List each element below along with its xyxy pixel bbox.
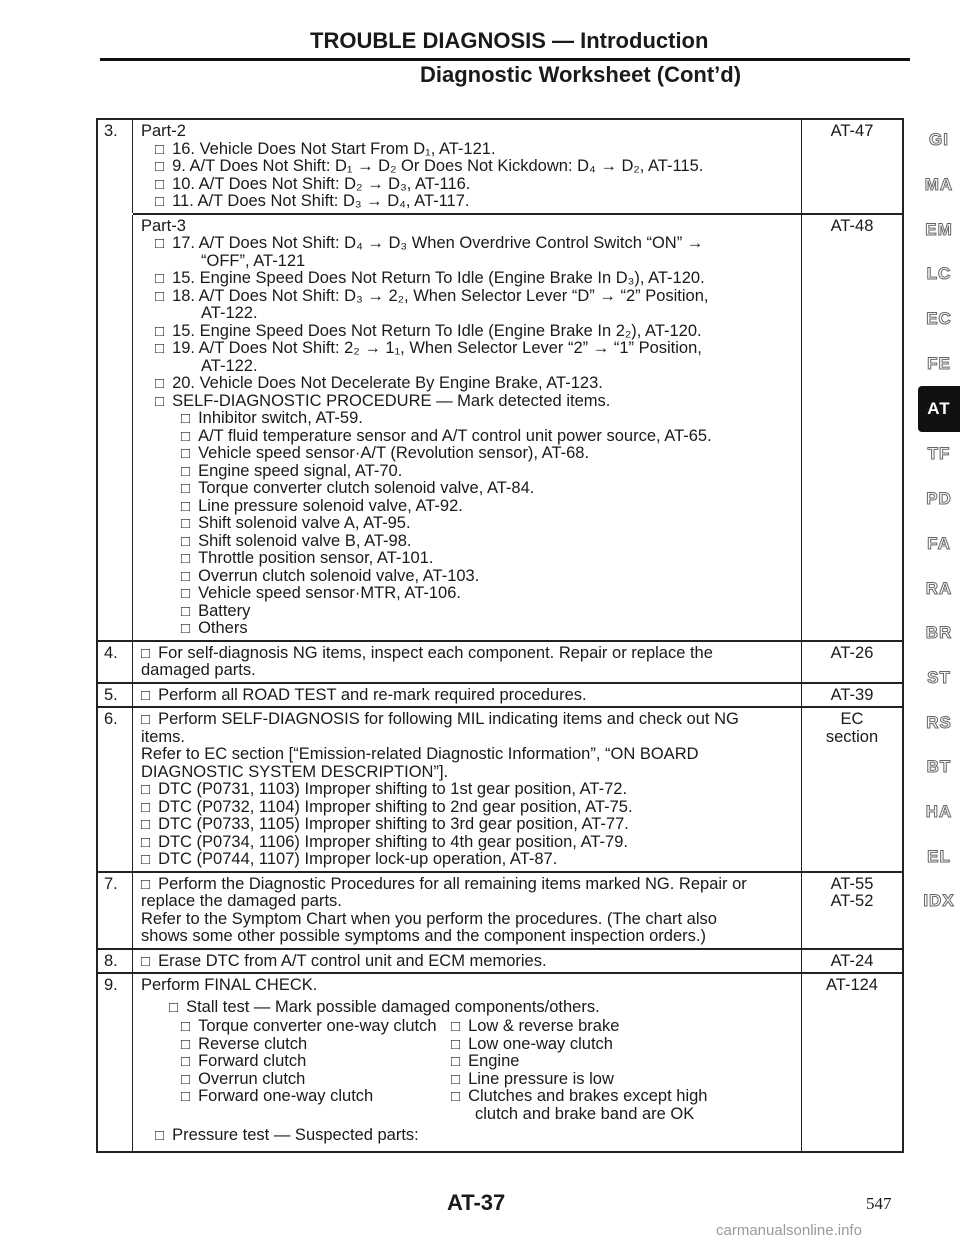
checkbox-item: □ Forward clutch	[141, 1053, 451, 1071]
checkbox-item: □ 16. Vehicle Does Not Start From D₁, AT-121.	[141, 141, 795, 159]
text-line: items.	[141, 727, 186, 746]
row-number: 7.	[98, 873, 133, 948]
checkbox-item: □ Low one-way clutch	[451, 1036, 795, 1054]
checkbox-item: □ Shift solenoid valve B, AT-98.	[141, 533, 795, 551]
checkbox-item: □ 17. A/T Does Not Shift: D₄ → D₃ When Overdrive Control Switch “ON” →	[141, 235, 795, 253]
text-line: damaged parts.	[141, 661, 256, 679]
section-tab-st[interactable]: ST	[927, 667, 951, 687]
checkbox-item: □ Perform all ROAD TEST and re-mark required procedures.	[141, 687, 795, 705]
section-tab-pd[interactable]: PD	[926, 489, 952, 509]
worksheet-row	[98, 120, 902, 213]
reference-cell	[802, 215, 902, 640]
section-tab-ma[interactable]: MA	[924, 175, 954, 195]
diagnostic-worksheet-table	[96, 118, 904, 1153]
section-tab-at[interactable]: AT	[918, 386, 960, 432]
section-tab-tf[interactable]: TF	[927, 444, 951, 464]
section-tab-em[interactable]: EM	[925, 219, 953, 239]
text-line: clutch and brake band are OK	[475, 1104, 695, 1123]
checkbox-item: □ 20. Vehicle Does Not Decelerate By Engine Brake, AT-123.	[141, 375, 795, 393]
checkbox-item: □ DTC (P0732, 1104) Improper shifting to 2nd gear position, AT-75.	[141, 799, 795, 817]
reference-cell	[802, 684, 902, 707]
worksheet-row	[98, 948, 902, 973]
reference-page: EC	[840, 710, 864, 728]
checkbox-item: □ Inhibitor switch, AT-59.	[141, 410, 795, 428]
reference-page: AT-55	[830, 874, 874, 893]
checkbox-item: □ Stall test — Mark possible damaged components/others.	[155, 999, 795, 1017]
row-number: 8.	[98, 950, 133, 973]
component-column-left	[141, 1018, 451, 1123]
text-line: Perform FINAL CHECK.	[141, 976, 318, 994]
section-tab-el[interactable]: EL	[927, 846, 951, 866]
row-number	[98, 215, 133, 640]
row-number: 5.	[98, 684, 133, 707]
section-tab-ra[interactable]: RA	[925, 578, 953, 598]
page-number: 547	[866, 1194, 892, 1213]
stall-test-components	[141, 1018, 795, 1123]
reference-cell	[802, 708, 902, 871]
row-content	[133, 873, 802, 948]
checkbox-item: □ 15. Engine Speed Does Not Return To Idle (Engine Brake In 2₂), AT-120.	[141, 323, 795, 341]
row-number: 6.	[98, 708, 133, 871]
row-number: 9.	[98, 974, 133, 1151]
component-column-right	[451, 1018, 795, 1123]
header-rule	[100, 58, 910, 61]
row-number: 3.	[98, 120, 133, 213]
row-content	[133, 708, 802, 871]
text-line: shows some other possible symptoms and the component inspection orders.)	[141, 927, 706, 945]
text-line: Refer to EC section [“Emission-related Diagnostic Information”, “ON BOARD	[141, 745, 699, 763]
section-tab-fa[interactable]: FA	[927, 533, 951, 553]
checkbox-item: □ DTC (P0734, 1106) Improper shifting to 4th gear position, AT-79.	[141, 834, 795, 852]
text-line: Part-2	[141, 122, 186, 140]
row-content	[133, 120, 802, 213]
reference-page: AT-52	[830, 892, 874, 910]
row-content	[133, 684, 802, 707]
reference-page: AT-48	[830, 216, 874, 235]
checkbox-item: □ 10. A/T Does Not Shift: D₂ → D₃, AT-116.	[141, 176, 795, 194]
checkbox-item: □ Throttle position sensor, AT-101.	[141, 550, 795, 568]
watermark: carmanualsonline.info	[716, 1222, 862, 1239]
section-tabs	[918, 118, 960, 924]
row-content	[133, 642, 802, 682]
checkbox-item: □ 9. A/T Does Not Shift: D₁ → D₂ Or Does Not Kickdown: D₄ → D₂, AT-115.	[141, 158, 795, 176]
checkbox-item: □ Line pressure is low	[451, 1071, 795, 1089]
checkbox-item: □ Clutches and brakes except high	[451, 1088, 795, 1106]
worksheet-row	[98, 640, 902, 682]
section-tab-gi[interactable]: GI	[929, 130, 949, 150]
checkbox-item: □ Perform SELF-DIAGNOSIS for following MIL indicating items and check out NG	[141, 711, 795, 729]
checkbox-item: □ Line pressure solenoid valve, AT-92.	[141, 498, 795, 516]
text-line: replace the damaged parts.	[141, 892, 342, 910]
section-tab-br[interactable]: BR	[925, 623, 953, 643]
text-line: Refer to the Symptom Chart when you perform the procedures. (The chart also	[141, 909, 717, 928]
checkbox-item: □ Forward one-way clutch	[141, 1088, 451, 1106]
checkbox-item: □ Battery	[141, 603, 795, 621]
reference-cell	[802, 873, 902, 948]
section-tab-fe[interactable]: FE	[927, 353, 951, 373]
checkbox-item: □ Vehicle speed sensor·MTR, AT-106.	[141, 585, 795, 603]
section-tab-idx[interactable]: IDX	[923, 891, 955, 911]
reference-page: AT-47	[830, 122, 874, 140]
text-line: AT-122.	[201, 304, 258, 322]
text-line: DIAGNOSTIC SYSTEM DESCRIPTION”].	[141, 762, 449, 781]
checkbox-item: □ Torque converter clutch solenoid valve, AT-84.	[141, 480, 795, 498]
checkbox-item: □ Torque converter one-way clutch	[141, 1018, 451, 1036]
checkbox-item: □ DTC (P0731, 1103) Improper shifting to 1st gear position, AT-72.	[141, 781, 795, 799]
worksheet-row	[98, 213, 902, 640]
checkbox-item: □ 18. A/T Does Not Shift: D₃ → 2₂, When Selector Lever “D” → “2” Position,	[141, 288, 795, 306]
checkbox-item: □ 15. Engine Speed Does Not Return To Idle (Engine Brake In D₃), AT-120.	[141, 270, 795, 288]
checkbox-item: □ Pressure test — Suspected parts:	[155, 1127, 795, 1145]
section-tab-ec[interactable]: EC	[926, 309, 952, 329]
section-tab-bt[interactable]: BT	[926, 757, 952, 777]
reference-page: AT-124	[826, 976, 878, 994]
reference-cell	[802, 974, 902, 1151]
checkbox-item: □ Engine	[451, 1053, 795, 1071]
worksheet-row	[98, 706, 902, 871]
checkbox-item: □ SELF-DIAGNOSTIC PROCEDURE — Mark detected items.	[141, 393, 795, 411]
reference-cell	[802, 120, 902, 213]
worksheet-row	[98, 682, 902, 707]
text-line: Part-3	[141, 216, 186, 235]
page-code: AT-37	[447, 1190, 506, 1215]
checkbox-item: □ Low & reverse brake	[451, 1018, 795, 1036]
checkbox-item: □ For self-diagnosis NG items, inspect each component. Repair or replace the	[141, 645, 795, 663]
page-title: TROUBLE DIAGNOSIS — Introduction	[310, 28, 709, 53]
reference-cell	[802, 950, 902, 973]
checkbox-item: □ 19. A/T Does Not Shift: 2₂ → 1₁, When Selector Lever “2” → “1” Position,	[141, 340, 795, 358]
checkbox-item: □ Vehicle speed sensor·A/T (Revolution sensor), AT-68.	[141, 445, 795, 463]
checkbox-item: □ DTC (P0733, 1105) Improper shifting to 3rd gear position, AT-77.	[141, 816, 795, 834]
section-tab-rs[interactable]: RS	[926, 712, 952, 732]
reference-page: section	[825, 727, 879, 746]
worksheet-row	[98, 972, 902, 1151]
checkbox-item: □ DTC (P0744, 1107) Improper lock-up operation, AT-87.	[141, 851, 795, 869]
row-content	[133, 974, 802, 1151]
reference-page: AT-26	[830, 643, 874, 662]
checkbox-item: □ Shift solenoid valve A, AT-95.	[141, 515, 795, 533]
checkbox-item: □ Engine speed signal, AT-70.	[141, 463, 795, 481]
checkbox-item: □ Erase DTC from A/T control unit and ECM memories.	[141, 953, 795, 971]
checkbox-item: □ Perform the Diagnostic Procedures for all remaining items marked NG. Repair or	[141, 876, 795, 894]
checkbox-item: □ Others	[141, 620, 795, 638]
section-tab-ha[interactable]: HA	[925, 801, 953, 821]
reference-page: AT-39	[830, 685, 874, 704]
row-content	[133, 215, 802, 640]
checkbox-item: □ A/T fluid temperature sensor and A/T control unit power source, AT-65.	[141, 428, 795, 446]
page-subtitle: Diagnostic Worksheet (Cont’d)	[420, 62, 742, 87]
text-line: AT-122.	[201, 356, 258, 375]
checkbox-item: □ Reverse clutch	[141, 1036, 451, 1054]
checkbox-item: □ Overrun clutch solenoid valve, AT-103.	[141, 568, 795, 586]
checkbox-item: □ Overrun clutch	[141, 1071, 451, 1089]
row-number: 4.	[98, 642, 133, 682]
worksheet-row	[98, 871, 902, 948]
checkbox-item: □ 11. A/T Does Not Shift: D₃ → D₄, AT-117.	[141, 193, 795, 211]
row-content	[133, 950, 802, 973]
reference-cell	[802, 642, 902, 682]
section-tab-lc[interactable]: LC	[926, 264, 952, 284]
text-line: “OFF”, AT-121	[201, 251, 306, 270]
reference-page: AT-24	[830, 951, 874, 970]
